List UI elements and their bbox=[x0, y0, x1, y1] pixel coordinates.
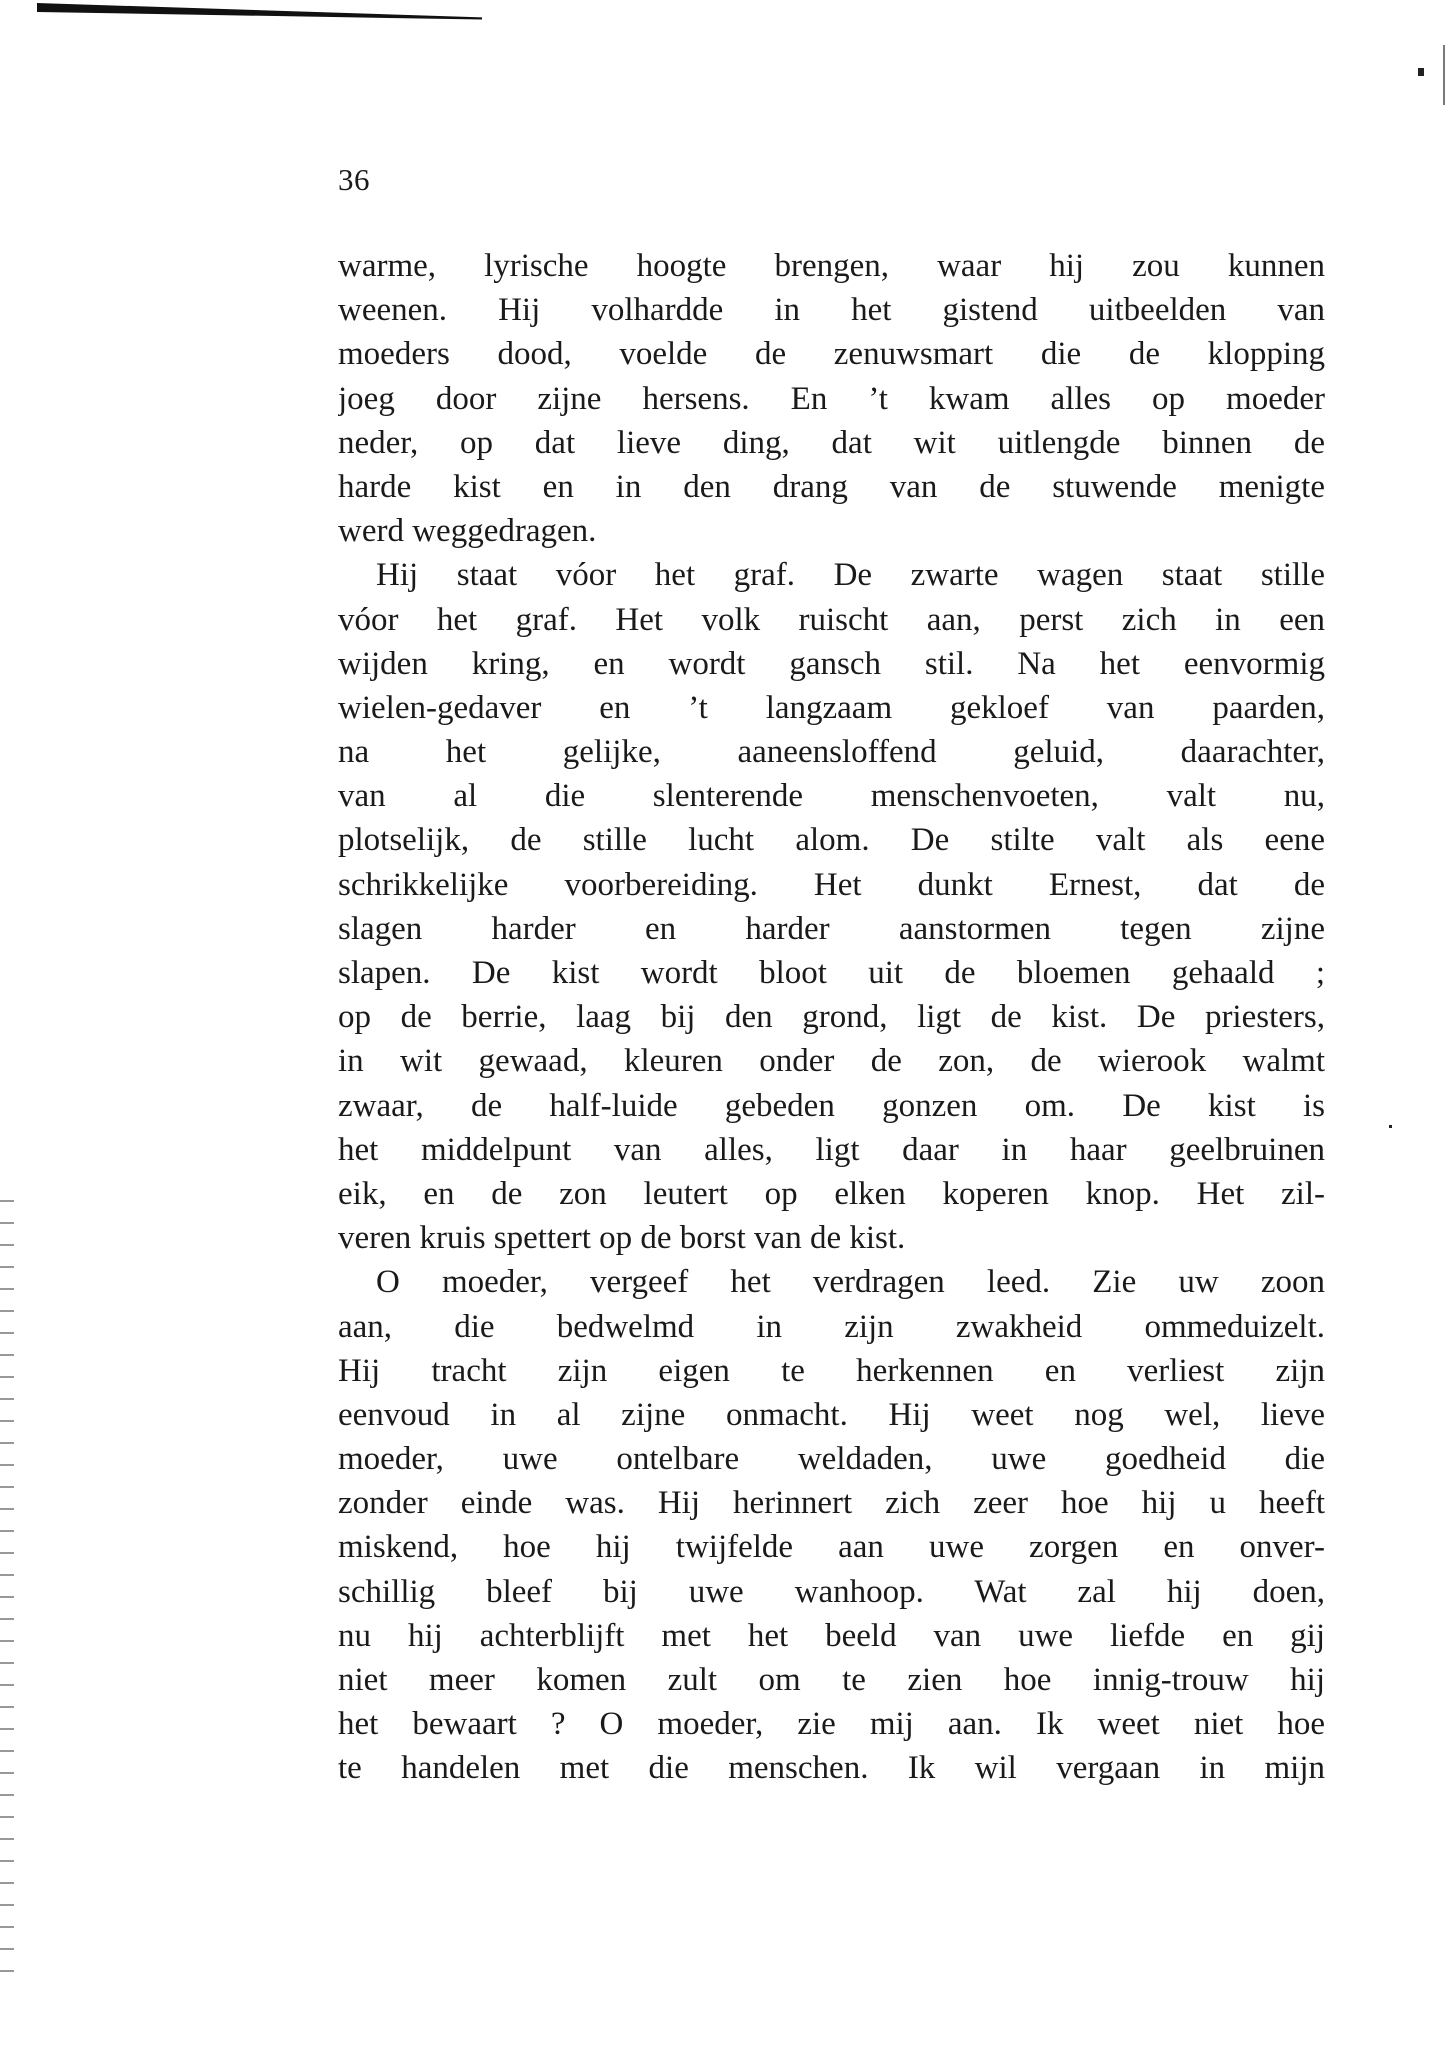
text-line: na het gelijke, aaneensloffend geluid, daarachter, bbox=[338, 734, 1325, 771]
text-line: joeg door zijne hersens. En ’t kwam alles op moeder bbox=[338, 380, 1325, 417]
text-line: moeder, uwe ontelbare weldaden, uwe goedheid die bbox=[338, 1441, 1325, 1478]
text-line: het middelpunt van alles, ligt daar in haar geelbruinen bbox=[338, 1131, 1325, 1168]
text-line: zonder einde was. Hij herinnert zich zeer hoe hij u heeft bbox=[338, 1485, 1325, 1522]
body-text bbox=[338, 244, 1325, 1791]
text-line: niet meer komen zult om te zien hoe innig-trouw hij bbox=[338, 1662, 1325, 1698]
text-line: slapen. De kist wordt bloot uit de bloemen gehaald ; bbox=[338, 955, 1325, 991]
text-line: neder, op dat lieve ding, dat wit uitlengde binnen de bbox=[338, 424, 1325, 461]
text-line: zwaar, de half-luide gebeden gonzen om. De kist is bbox=[338, 1087, 1325, 1124]
text-line: Hij staat vóor het graf. De zwarte wagen staat stille bbox=[376, 557, 1325, 594]
page-number: 36 bbox=[338, 162, 370, 197]
text-line: slagen harder en harder aanstormen tegen zijne bbox=[338, 910, 1325, 947]
text-line: eik, en de zon leutert op elken koperen knop. Het zil- bbox=[338, 1175, 1325, 1212]
text-line: het bewaart ? O moeder, zie mij aan. Ik weet niet hoe bbox=[338, 1706, 1325, 1743]
text-line: moeders dood, voelde de zenuwsmart die de klopping bbox=[338, 336, 1325, 373]
text-line: wijden kring, en wordt gansch stil. Na het eenvormig bbox=[338, 645, 1325, 682]
scan-speck bbox=[1389, 1125, 1392, 1128]
text-line: miskend, hoe hij twijfelde aan uwe zorgen en onver- bbox=[338, 1529, 1325, 1566]
scan-speck bbox=[1418, 68, 1424, 76]
text-line: te handelen met die menschen. Ik wil vergaan in mijn bbox=[338, 1750, 1325, 1787]
text-line: nu hij achterblijft met het beeld van uwe liefde en gij bbox=[338, 1617, 1325, 1654]
text-line: O moeder, vergeef het verdragen leed. Zie uw zoon bbox=[376, 1264, 1325, 1301]
text-line: in wit gewaad, kleuren onder de zon, de wierook walmt bbox=[338, 1043, 1325, 1080]
scan-edge-left bbox=[0, 1200, 14, 1990]
text-line: veren kruis spettert op de borst van de kist. bbox=[338, 1220, 906, 1257]
scan-border-line bbox=[37, 3, 482, 21]
text-line: weenen. Hij volhardde in het gistend uitbeelden van bbox=[338, 292, 1325, 329]
text-line: vóor het graf. Het volk ruischt aan, perst zich in een bbox=[338, 601, 1325, 638]
text-line: werd weggedragen. bbox=[338, 513, 597, 550]
text-line: van al die slenterende menschenvoeten, valt nu, bbox=[338, 778, 1325, 815]
text-line: schillig bleef bij uwe wanhoop. Wat zal hij doen, bbox=[338, 1573, 1325, 1610]
text-line: warme, lyrische hoogte brengen, waar hij zou kunnen bbox=[338, 248, 1325, 284]
text-line: plotselijk, de stille lucht alom. De stilte valt als eene bbox=[338, 822, 1325, 859]
text-line: Hij tracht zijn eigen te herkennen en verliest zijn bbox=[338, 1352, 1325, 1389]
text-line: schrikkelijke voorbereiding. Het dunkt Ernest, dat de bbox=[338, 866, 1325, 903]
text-line: harde kist en in den drang van de stuwende menigte bbox=[338, 468, 1325, 505]
text-line: aan, die bedwelmd in zijn zwakheid ommeduizelt. bbox=[338, 1308, 1325, 1345]
text-line: eenvoud in al zijne onmacht. Hij weet nog wel, lieve bbox=[338, 1396, 1325, 1433]
text-line: op de berrie, laag bij den grond, ligt de kist. De priesters, bbox=[338, 999, 1325, 1036]
text-line: wielen-gedaver en ’t langzaam gekloef van paarden, bbox=[338, 689, 1325, 726]
scan-edge-right bbox=[1443, 45, 1445, 105]
